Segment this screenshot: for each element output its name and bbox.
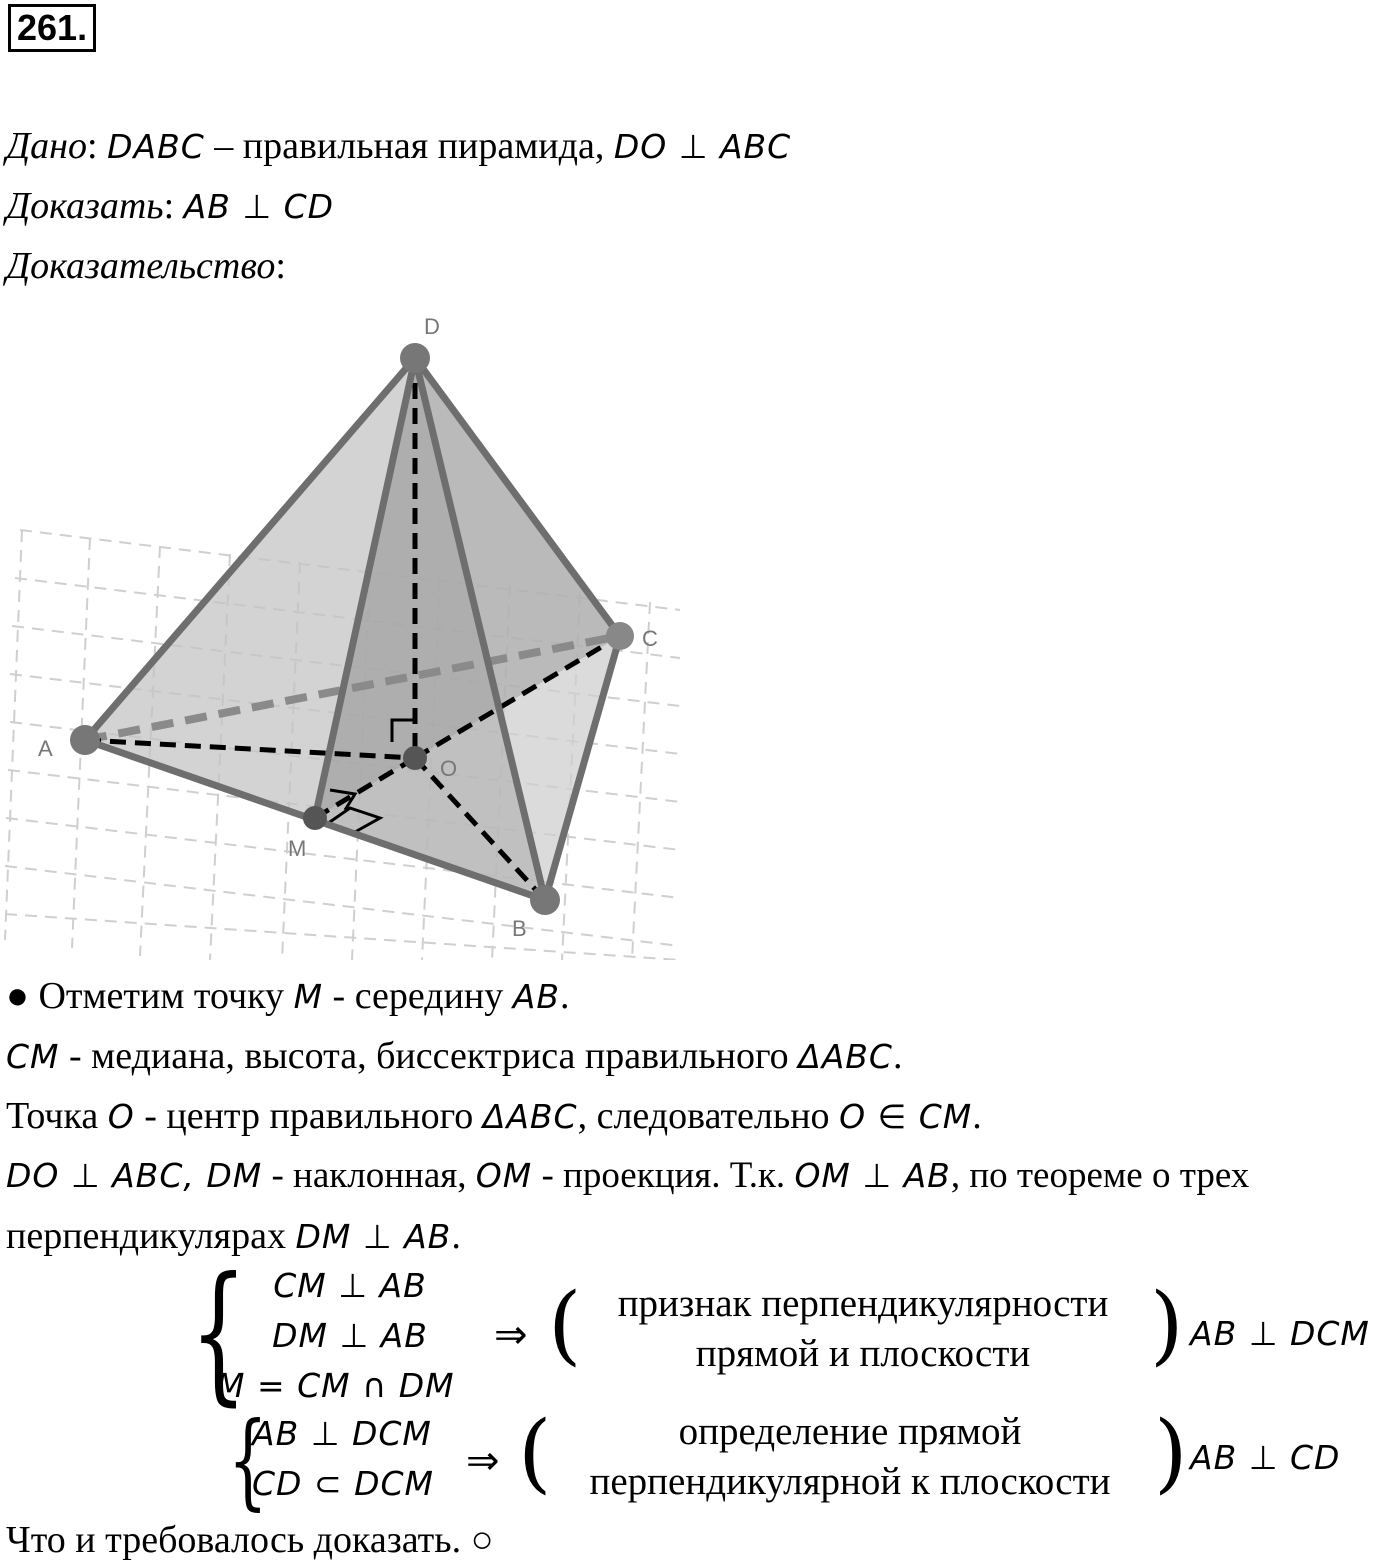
label-d: D: [424, 314, 440, 339]
label-o: O: [440, 756, 458, 781]
given-pyramid: DABC: [107, 127, 205, 166]
label-c: C: [642, 626, 658, 651]
prove-label: Доказать: [6, 185, 164, 227]
proof-line-5: перпендикулярах DM ⊥ AB.: [6, 1215, 461, 1257]
point-o: [403, 746, 427, 770]
proof-line-2: CM - медиана, высота, биссектриса правильного ΔABC.: [6, 1035, 903, 1077]
point-a: [70, 725, 100, 755]
given-condition: DO ⊥ ABC: [613, 127, 792, 166]
system2-result: AB ⊥ CD: [1190, 1438, 1341, 1477]
system1-brace: {: [190, 1246, 248, 1420]
proof-line-4: DO ⊥ ABC, DM - наклонная, OM - проекция. Т.к. OM ⊥ AB, по теореме о трех: [6, 1155, 1250, 1196]
conclusion: Что и требовалось доказать. ○: [6, 1519, 494, 1561]
given-label: Дано: [6, 125, 88, 167]
system2-brace: {: [228, 1399, 268, 1521]
given-line: Дано: DABC – правильная пирамида, DO ⊥ ABC: [6, 125, 792, 167]
given-text: – правильная пирамида,: [204, 125, 614, 167]
system2-row1: AB ⊥ DCM: [252, 1414, 432, 1453]
system1-result: AB ⊥ DCM: [1190, 1314, 1370, 1353]
point-c: [606, 622, 634, 650]
system2-paren-right: ): [1154, 1403, 1188, 1503]
system1-paren-right: ): [1150, 1275, 1184, 1375]
system1-row1: CM ⊥ AB: [273, 1266, 427, 1305]
proof-line-3: Точка O - центр правильного ΔABC, следовательно O ∈ CM.: [6, 1095, 982, 1137]
system1-paren-left: (: [548, 1275, 582, 1375]
system2-reason-1: определение прямой: [678, 1410, 1022, 1453]
label-m: M: [288, 836, 307, 861]
label-b: B: [512, 916, 527, 941]
system2-paren-left: (: [518, 1403, 552, 1503]
system2-reason-2: перпендикулярной к плоскости: [589, 1460, 1111, 1503]
proof-line-1: ● Отметим точку M - середину AB.: [6, 975, 570, 1017]
label-a: A: [38, 736, 53, 761]
system1-row2: DM ⊥ AB: [272, 1316, 428, 1355]
system1-arrow: ⇒: [494, 1312, 528, 1358]
proof-label: Доказательство: [6, 245, 276, 287]
system2-row2: CD ⊂ DCM: [252, 1464, 435, 1503]
system1-reason-1: признак перпендикулярности: [617, 1282, 1109, 1325]
point-b: [530, 885, 560, 915]
point-m: [303, 806, 327, 830]
system1-row3: M = CM ∩ DM: [216, 1366, 455, 1405]
problem-number: 261.: [8, 4, 96, 52]
system2-arrow: ⇒: [466, 1438, 500, 1484]
point-d: [400, 343, 430, 373]
prove-statement: AB ⊥ CD: [183, 187, 335, 226]
prove-line: Доказать: AB ⊥ CD: [6, 185, 335, 227]
pyramid-figure: [0, 310, 700, 960]
system1-reason-2: прямой и плоскости: [695, 1332, 1031, 1375]
proof-label-line: Доказательство:: [6, 245, 286, 287]
